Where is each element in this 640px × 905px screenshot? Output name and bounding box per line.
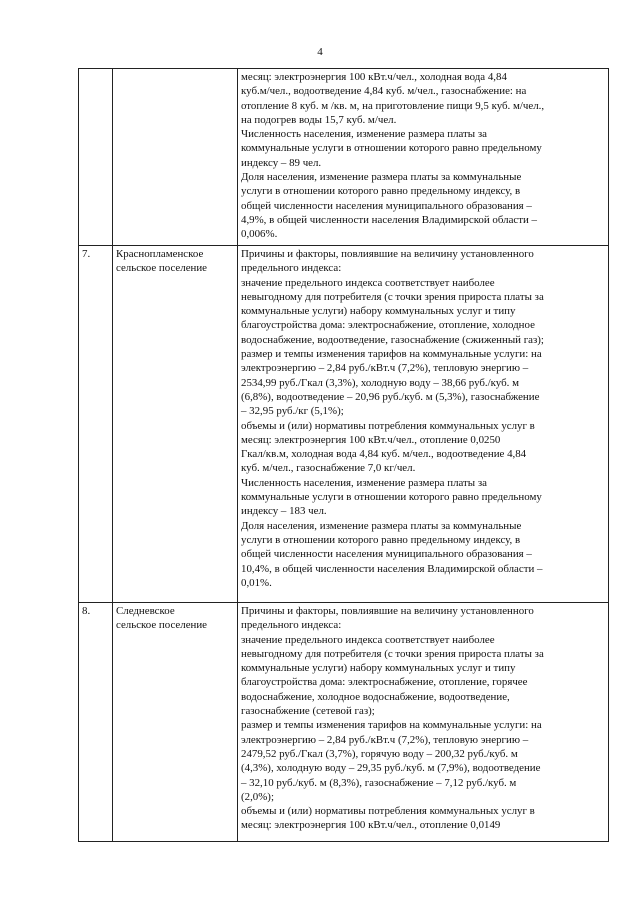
justification-line: 10,4%, в общей численности населения Владимирской области –: [241, 562, 543, 575]
justification-line: 4,9%, в общей численности населения Владимирской области –: [241, 213, 538, 226]
justification-line: благоустройства дома: электроснабжение, отопление, холодное: [241, 319, 535, 332]
row-number: 8.: [79, 603, 113, 842]
justification-line: Численность населения, изменение размера платы за: [241, 128, 487, 141]
justification-line: коммунальные услуги) набору коммунальных услуг и типу: [241, 305, 516, 318]
justification-line: газоснабжение (сетевой газ);: [241, 705, 375, 718]
justification-line: электроэнергию – 2,84 руб./кВт.ч (7,2%), тепловую энергию –: [241, 362, 529, 375]
justification-line: отопление 8 куб. м /кв. м, на приготовление пищи 9,5 куб. м/чел.,: [241, 99, 545, 112]
table-row: [79, 246, 609, 603]
justification-line: общей численности населения муниципального образования –: [241, 199, 532, 212]
justification-line: Доля населения, изменение размера платы за коммунальные: [241, 171, 522, 184]
justification-line: электроэнергию – 2,84 руб./кВт.ч (7,2%), тепловую энергию –: [241, 733, 529, 746]
table-row: [79, 603, 609, 842]
justification-line: коммунальные услуги в отношении которого равно предельному: [241, 491, 542, 504]
municipality-name: [113, 603, 238, 842]
justification-line: куб. м/чел., газоснабжение 7,0 кг/чел.: [241, 462, 416, 475]
indices-table: [78, 68, 609, 842]
justification-line: коммунальные услуги в отношении которого равно предельному: [241, 142, 542, 155]
page-number: 4: [317, 46, 323, 58]
justification-line: услуги в отношении которого равно предельному индексу, в: [241, 185, 521, 198]
justification-line: 0,01%.: [241, 576, 272, 589]
justification-line: Причины и факторы, повлиявшие на величину установленного: [241, 248, 534, 260]
justification-line: размер и темпы изменения тарифов на коммунальные услуги: на: [241, 348, 542, 361]
justification-line: предельного индекса:: [241, 619, 342, 632]
justification-line: размер и темпы изменения тарифов на коммунальные услуги: на: [241, 719, 542, 732]
justification-line: водоснабжение, холодное водоснабжение, водоотведение,: [241, 690, 510, 703]
justification-line: объемы и (или) нормативы потребления коммунальных услуг в: [241, 419, 535, 432]
justification-text: [238, 246, 609, 603]
municipality-name-line: Следневское: [116, 605, 175, 617]
justification-line: месяц: электроэнергия 100 кВт.ч/чел., холодная вода 4,84: [241, 71, 507, 83]
justification-line: коммунальные услуги) набору коммунальных услуг и типу: [241, 662, 516, 675]
municipality-name-line: сельское поселение: [116, 262, 208, 275]
justification-line: значение предельного индекса соответствует наиболее: [241, 276, 495, 289]
justification-line: Численность населения, изменение размера платы за: [241, 476, 487, 489]
justification-line: 0,006%.: [241, 228, 278, 241]
justification-line: невыгодному для потребителя (с точки зрения прироста платы за: [241, 290, 544, 303]
justification-line: месяц: электроэнергия 100 кВт.ч/чел., отопление 0,0250: [241, 433, 501, 446]
justification-text: [238, 603, 609, 842]
justification-line: объемы и (или) нормативы потребления коммунальных услуг в: [241, 805, 535, 818]
justification-line: индексу – 183 чел.: [241, 505, 327, 518]
justification-line: 2479,52 руб./Гкал (3,7%), горячую воду – 200,32 руб./куб. м: [241, 747, 518, 760]
justification-line: невыгодному для потребителя (с точки зрения прироста платы за: [241, 647, 544, 660]
justification-line: 2534,99 руб./Гкал (3,3%), холодную воду – 38,66 руб./куб. м: [241, 376, 519, 389]
municipality-name: [113, 246, 238, 603]
municipality-name-line: сельское поселение: [116, 619, 208, 632]
justification-line: на подогрев воды 15,7 куб. м/чел.: [241, 113, 397, 126]
justification-line: общей численности населения муниципального образования –: [241, 548, 532, 561]
justification-line: – 32,10 руб./куб. м (8,3%), газоснабжение – 7,12 руб./куб. м: [241, 776, 517, 789]
table-row: [79, 69, 609, 246]
municipality-name: [113, 69, 238, 246]
justification-line: Доля населения, изменение размера платы за коммунальные: [241, 519, 522, 532]
justification-line: – 32,95 руб./кг (5,1%);: [241, 405, 344, 418]
row-number: [79, 69, 113, 246]
justification-line: (6,8%), водоотведение – 20,96 руб./куб. м (5,3%), газоснабжение: [241, 390, 540, 403]
justification-line: куб.м/чел., водоотведение 4,84 куб. м/чел., газоснабжение: на: [241, 85, 527, 98]
justification-line: предельного индекса:: [241, 262, 342, 275]
justification-line: (2,0%);: [241, 790, 274, 803]
justification-line: услуги в отношении которого равно предельному индексу, в: [241, 533, 521, 546]
justification-line: значение предельного индекса соответствует наиболее: [241, 633, 495, 646]
justification-line: Причины и факторы, повлиявшие на величину установленного: [241, 605, 534, 617]
justification-line: месяц: электроэнергия 100 кВт.ч/чел., отопление 0,0149: [241, 819, 501, 832]
row-number: 7.: [79, 246, 113, 603]
justification-line: Гкал/кв.м, холодная вода 4,84 куб. м/чел., водоотведение 4,84: [241, 448, 527, 461]
justification-line: благоустройства дома: электроснабжение, отопление, горячее: [241, 676, 528, 689]
justification-line: водоснабжение, водоотведение, газоснабжение (сжиженный газ);: [241, 333, 544, 346]
municipality-name-line: Краснопламенское: [116, 248, 204, 260]
justification-line: индексу – 89 чел.: [241, 156, 322, 169]
justification-line: (4,3%), холодную воду – 29,35 руб./куб. м (7,9%), водоотведение: [241, 762, 541, 775]
justification-text: [238, 69, 609, 246]
